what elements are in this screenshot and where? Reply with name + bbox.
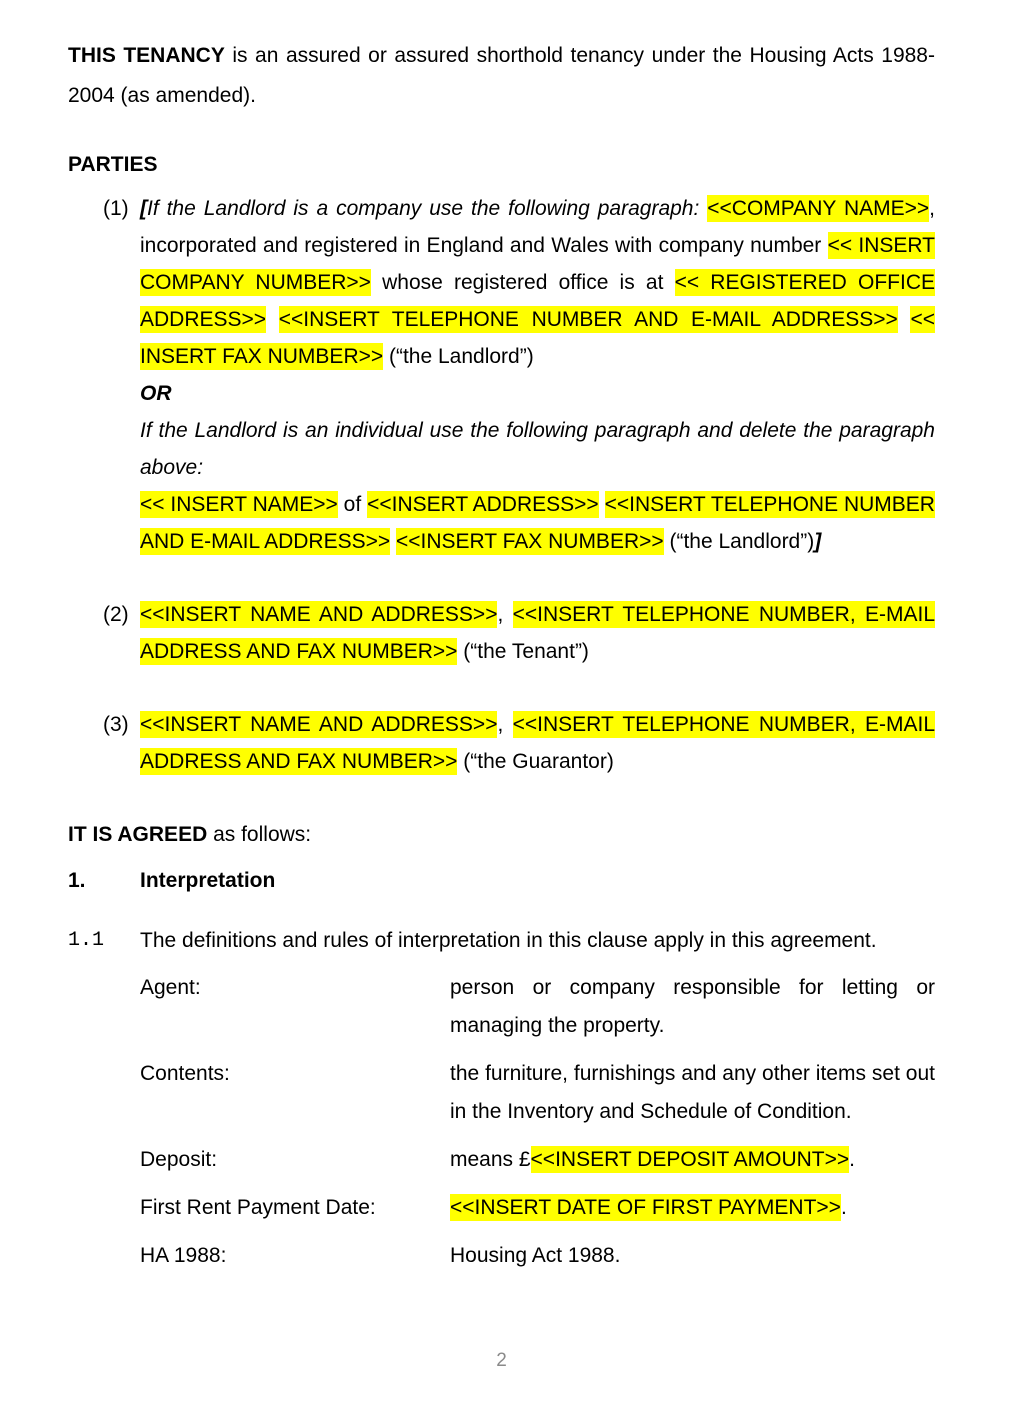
clause-1-1 <box>68 922 935 960</box>
definition-term: Agent: <box>140 976 201 999</box>
text-segment <box>898 308 911 331</box>
definition-body <box>450 1141 935 1179</box>
insert-placeholder-field[interactable]: <<INSERT TELEPHONE NUMBER AND E-MAIL ADDRESS>> <box>278 308 898 331</box>
clause-number: 1. <box>68 869 86 892</box>
definition-body <box>450 1055 935 1131</box>
text-segment <box>266 308 279 331</box>
text-segment: , <box>497 713 513 736</box>
party-number: (1) <box>103 197 129 220</box>
party-paragraph <box>140 706 935 780</box>
party-paragraph-instruction <box>140 412 935 486</box>
text-segment: . <box>840 1196 847 1219</box>
clause-text: The definitions and rules of interpretation in this clause apply in this agreement. <box>140 929 877 952</box>
party-number: (2) <box>103 603 129 626</box>
text-segment: the furniture, furnishings and any other items set out in the Inventory and Schedule of Condition. <box>450 1062 935 1123</box>
clause-title: Interpretation <box>140 869 276 892</box>
insert-placeholder-field[interactable]: <<INSERT FAX NUMBER>> <box>395 530 664 553</box>
party-paragraph <box>140 190 935 375</box>
definition-row-agent <box>68 969 935 1045</box>
text-segment: of <box>337 493 368 516</box>
definition-term: HA 1988: <box>140 1244 227 1267</box>
insert-placeholder-field[interactable]: <<INSERT DATE OF FIRST PAYMENT>> <box>450 1196 841 1219</box>
text-segment: person or company responsible for letting or managing the property. <box>450 976 935 1037</box>
text-segment: means £ <box>450 1148 531 1171</box>
text-segment: . <box>849 1148 855 1171</box>
party-paragraph <box>140 486 935 560</box>
insert-placeholder-field[interactable]: <<INSERT DEPOSIT AMOUNT>> <box>530 1148 850 1171</box>
insert-placeholder-field[interactable]: <<INSERT NAME AND ADDRESS>> <box>140 603 498 626</box>
definition-row-ha-1988 <box>68 1237 935 1275</box>
definition-term: Contents: <box>140 1062 230 1085</box>
definition-row-contents <box>68 1055 935 1131</box>
party-paragraph-or <box>140 375 935 412</box>
definition-body <box>450 969 935 1045</box>
agreed-line <box>68 816 935 854</box>
text-segment: (“the Tenant”) <box>457 640 589 663</box>
intro-paragraph <box>68 36 935 116</box>
party-item-guarantor <box>68 706 935 780</box>
insert-placeholder-field[interactable]: << INSERT FAX NUMBER>> <box>140 308 935 368</box>
definition-body <box>450 1189 935 1227</box>
party-body <box>140 596 935 670</box>
definition-row-first-rent-payment-date <box>68 1189 935 1227</box>
party-paragraph <box>140 596 935 670</box>
party-item-tenant <box>68 596 935 670</box>
insert-placeholder-field[interactable]: <<INSERT NAME AND ADDRESS>> <box>140 713 498 736</box>
text-segment: , <box>497 603 513 626</box>
insert-placeholder-field[interactable]: <<INSERT TELEPHONE NUMBER, E-MAIL ADDRESS AND FAX NUMBER>> <box>140 603 936 663</box>
definition-row-deposit <box>68 1141 935 1179</box>
definition-term: Deposit: <box>140 1148 218 1171</box>
text-segment: [ <box>140 197 147 220</box>
text-segment: whose registered office is at <box>370 271 675 294</box>
insert-placeholder-field[interactable]: << INSERT NAME>> <box>140 493 338 516</box>
clause-number: 1.1 <box>68 929 105 952</box>
insert-placeholder-field[interactable]: <<INSERT TELEPHONE NUMBER AND E-MAIL ADDRESS>> <box>140 493 935 553</box>
text-segment: If the Landlord is an individual use the following paragraph and delete the paragraph above: <box>140 419 935 479</box>
clause-1-heading <box>68 862 935 900</box>
text-segment: ] <box>814 530 822 553</box>
party-body <box>140 190 935 560</box>
insert-placeholder-field[interactable]: <<INSERT ADDRESS>> <box>367 493 599 516</box>
insert-placeholder-field[interactable]: <<COMPANY NAME>> <box>707 197 930 220</box>
insert-placeholder-field[interactable]: << INSERT COMPANY NUMBER>> <box>140 234 935 294</box>
text-segment: (“the Guarantor) <box>457 750 614 773</box>
parties-heading: PARTIES <box>68 153 158 176</box>
party-item-landlord <box>68 190 935 560</box>
text-segment: IT IS AGREED <box>68 823 208 846</box>
party-number: (3) <box>103 713 129 736</box>
party-body <box>140 706 935 780</box>
text-segment: as follows: <box>207 823 312 846</box>
text-segment: (“the Landlord”) <box>383 345 534 368</box>
text-segment: THIS TENANCY <box>68 44 225 67</box>
text-segment: OR <box>140 382 172 405</box>
text-segment: (“the Landlord”) <box>663 530 815 553</box>
page-number: 2 <box>496 1350 507 1371</box>
text-segment <box>599 493 605 516</box>
text-segment: Housing Act 1988. <box>450 1244 621 1267</box>
text-segment: If the Landlord is a company use the following paragraph: <box>147 197 708 220</box>
definition-body <box>450 1237 935 1275</box>
definitions-list <box>68 969 935 1275</box>
text-segment: , incorporated and registered in England and Wales with company number <box>140 197 935 257</box>
insert-placeholder-field[interactable]: <<INSERT TELEPHONE NUMBER, E-MAIL ADDRESS AND FAX NUMBER>> <box>140 713 936 773</box>
insert-placeholder-field[interactable]: << REGISTERED OFFICE ADDRESS>> <box>140 271 935 331</box>
text-segment: is an assured or assured shorthold tenancy under the Housing Acts 1988-2004 (as amended). <box>68 44 935 107</box>
definition-term: First Rent Payment Date: <box>140 1196 376 1219</box>
